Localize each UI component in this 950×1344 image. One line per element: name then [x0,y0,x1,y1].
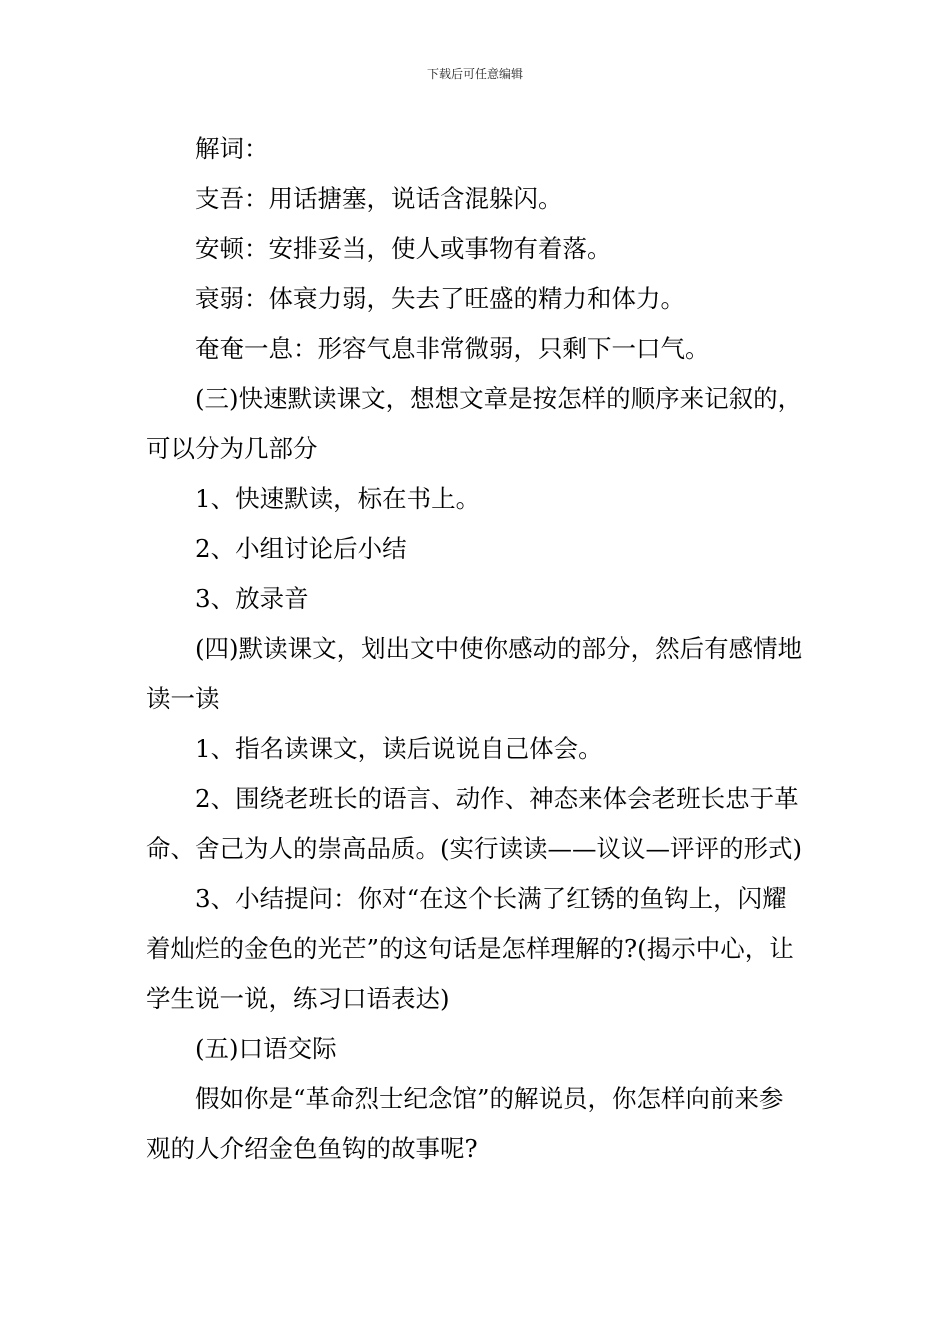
paragraph-section-5-task: 假如你是“革命烈士纪念馆”的解说员，你怎样向前来参观的人介绍金色鱼钩的故事呢? [146,1084,784,1163]
paragraph-vocab-heading: 解词： [195,134,269,163]
paragraph-section-4: (四)默读课文，划出文中使你感动的部分，然后有感情地读一读 [146,634,803,713]
paragraph-section-3: (三)快速默读课文，想想文章是按怎样的顺序来记叙的，可以分为几部分 [146,384,803,463]
paragraph-vocab-yanyanyixi: 奄奄一息：形容气息非常微弱，只剩下一口气。 [195,334,710,363]
paragraph-step-1: 1、快速默读，标在书上。 [195,484,481,513]
paragraph-vocab-andun: 安顿：安排妥当，使人或事物有着落。 [195,234,612,263]
page-header: 下载后可任意编辑 [426,67,523,81]
paragraph-section-5: (五)口语交际 [195,1034,337,1063]
paragraph-step-2: 2、小组讨论后小结 [195,534,407,563]
paragraph-section-4-step-2: 2、围绕老班长的语言、动作、神态来体会老班长忠于革命、舍己为人的崇高品质。(实行读读——议议—评评的形式) [146,784,803,863]
paragraph-step-3: 3、放录音 [195,584,309,613]
paragraph-vocab-shuairuo: 衰弱：体衰力弱，失去了旺盛的精力和体力。 [195,284,685,313]
paragraph-section-4-step-3: 3、小结提问：你对“在这个长满了红锈的鱼钩上，闪耀着灿烂的金色的光芒”的这句话是怎样理解的?(揭示中心，让学生说一说，练习口语表达) [146,884,794,1013]
paragraph-vocab-zhiwu: 支吾：用话搪塞，说话含混躲闪。 [195,184,563,213]
paragraph-section-4-step-1: 1、指名读课文，读后说说自己体会。 [195,734,603,763]
document-body [146,124,806,1174]
